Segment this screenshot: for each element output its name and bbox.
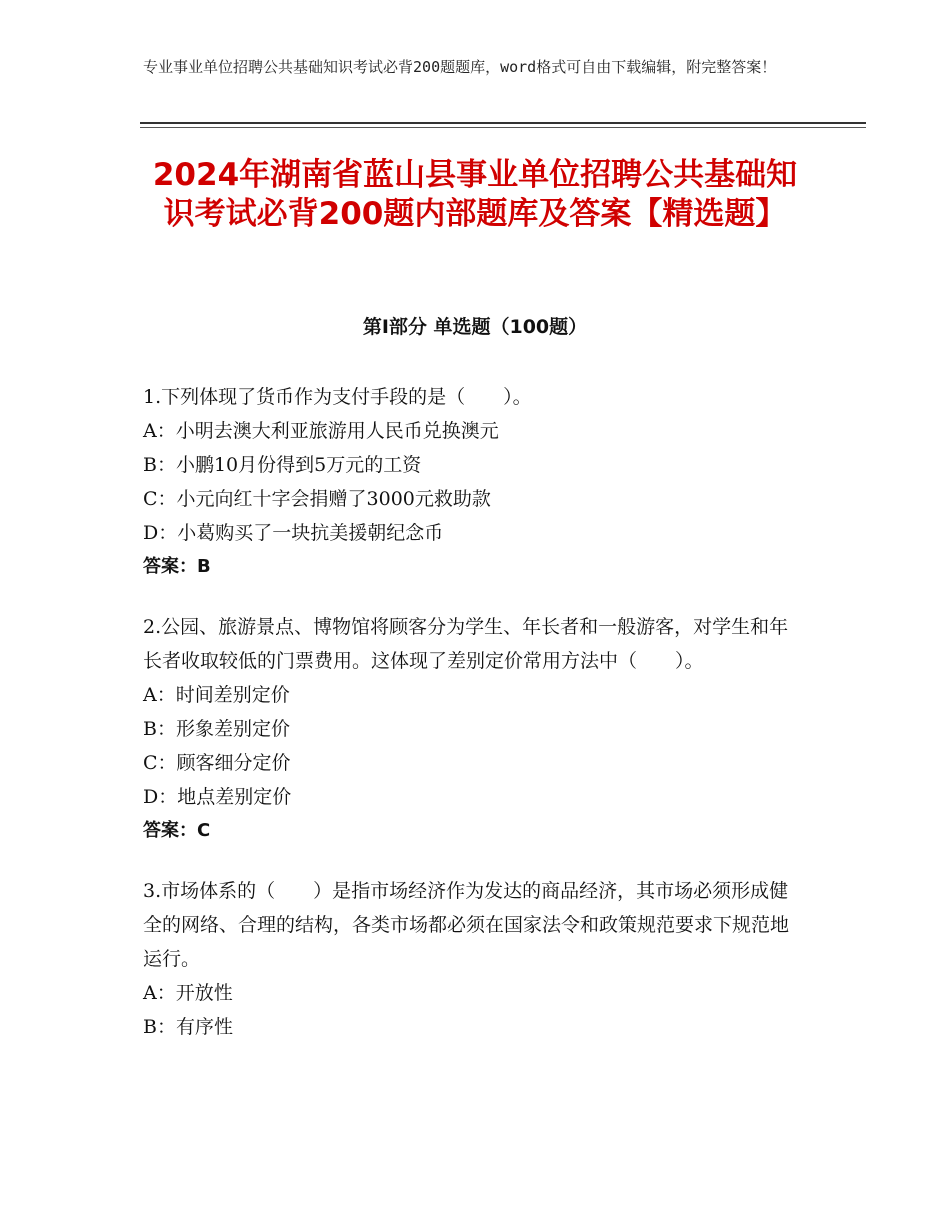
- question-2-option-b: B：形象差别定价: [143, 718, 290, 740]
- question-1-answer: 答案：B: [143, 556, 211, 577]
- document-title: 2024年湖南省蓝山县事业单位招聘公共基础知识考试必背200题内部题库及答案【精选题】: [152, 157, 798, 232]
- question-2-option-d: D：地点差别定价: [143, 786, 292, 808]
- question-3-option-a: A：开放性: [143, 982, 233, 1004]
- question-3-text: 3.市场体系的（ ）是指市场经济作为发达的商品经济，其市场必须形成健全的网络、合理的结构，各类市场都必须在国家法令和政策规范要求下规范地运行。: [143, 880, 790, 970]
- question-2-option-c: C：顾客细分定价: [143, 752, 291, 774]
- question-2-answer: 答案：C: [143, 820, 211, 841]
- question-3-option-b: B：有序性: [143, 1016, 233, 1038]
- question-3: [143, 874, 803, 1044]
- header-divider-thick: [140, 122, 866, 124]
- header-divider-thin: [140, 127, 866, 128]
- question-2-text: 2.公园、旅游景点、博物馆将顾客分为学生、年长者和一般游客，对学生和年长者收取较低的门票费用。这体现了差别定价常用方法中（ ）。: [143, 616, 789, 672]
- header-note: 专业事业单位招聘公共基础知识考试必背200题题库，word格式可自由下载编辑，附完整答案！: [143, 58, 777, 76]
- question-1: [143, 380, 803, 584]
- question-1-option-d: D：小葛购买了一块抗美援朝纪念币: [143, 522, 444, 544]
- question-2-option-a: A：时间差别定价: [143, 684, 290, 706]
- question-1-option-b: B：小鹏10月份得到5万元的工资: [143, 454, 422, 476]
- question-1-option-a: A：小明去澳大利亚旅游用人民币兑换澳元: [143, 420, 499, 442]
- section-heading: 第Ⅰ部分 单选题（100题）: [362, 316, 588, 338]
- question-1-text: 1.下列体现了货币作为支付手段的是（ ）。: [143, 386, 532, 408]
- question-list: [143, 380, 803, 1070]
- question-1-option-c: C：小元向红十字会捐赠了3000元救助款: [143, 488, 491, 510]
- question-2: [143, 610, 803, 848]
